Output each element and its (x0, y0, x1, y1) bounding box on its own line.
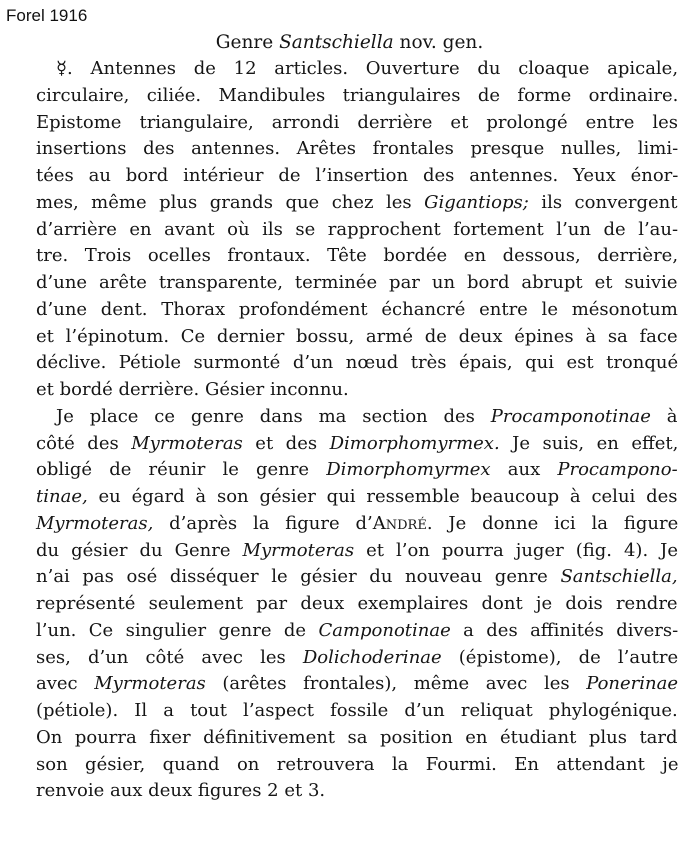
text-line (36, 377, 349, 403)
title-prefix: Genre (215, 32, 274, 53)
text-run: aux (490, 459, 558, 481)
text-run: André (372, 512, 427, 534)
italic-taxon: Myrmoteras, (36, 512, 154, 534)
text-run: représenté seulement par deux exemplaires dont je dois rendre (36, 593, 678, 614)
text-line (36, 350, 678, 376)
text-run: Je place ce genre dans ma section des (56, 405, 491, 427)
text-run: l’un. Ce singulier genre de (36, 619, 319, 641)
text-run: d’arrière en avant où ils se rapprochent fortement l’un de l’au- (36, 218, 679, 240)
text-line (36, 538, 678, 564)
italic-taxon: Santschiella, (560, 566, 678, 588)
text-line (36, 671, 678, 697)
italic-taxon: Dolichoderinae (302, 646, 442, 668)
text-run: n’ai pas osé disséquer le gésier du nouveau genre (36, 566, 561, 588)
text-run: On pourra fixer définitivement sa position en étudiant plus tard (36, 726, 678, 748)
header-label: Forel 1916 (6, 6, 88, 25)
title-genus: Santschiella (279, 32, 394, 53)
text-line (36, 698, 678, 724)
text-line (36, 243, 678, 269)
text-line (36, 136, 678, 162)
italic-taxon: Gigantiops; (424, 191, 529, 213)
italic-taxon: Dimorphomyrmex. (329, 432, 500, 454)
text-run: . Je donne ici la figure (426, 512, 679, 534)
text-run: à (650, 405, 678, 427)
text-line (36, 457, 678, 483)
text-line (36, 297, 678, 323)
text-run: obligé de réunir le genre (36, 459, 327, 481)
italic-taxon: Myrmoteras (94, 673, 206, 695)
text-line (36, 564, 678, 590)
text-run: avec (36, 673, 95, 695)
text-run: et l’on pourra juger (fig. 4). Je (354, 539, 679, 561)
text-line (36, 110, 678, 136)
text-line (36, 725, 678, 751)
text-run: d’après la figure d’ (153, 512, 373, 534)
text-line (36, 163, 678, 189)
text-run: et bordé derrière. Gésier inconnu. (36, 379, 349, 400)
text-run: son gésier, quand on retrouvera la Fourmi. En attendant je (36, 753, 679, 775)
text-line (36, 270, 678, 296)
text-line (36, 190, 678, 216)
text-line (56, 404, 678, 430)
text-run: a des affinités divers- (450, 619, 679, 641)
text-run: et des (242, 432, 330, 454)
italic-taxon: Myrmoteras (131, 432, 243, 454)
text-line (36, 591, 678, 617)
text-run: (pétiole). Il a tout l’aspect fossile d’un reliquat phylogénique. (36, 700, 678, 721)
text-run: ils convergent (528, 191, 678, 213)
text-line (36, 752, 678, 778)
italic-taxon: Procamponotinae (490, 405, 651, 427)
text-run: tées au bord intérieur de l’insertion des antennes. Yeux énor- (36, 165, 679, 186)
text-run: et l’épinotum. Ce dernier bossu, armé de deux épines à sa face (36, 325, 678, 347)
text-line (36, 217, 678, 243)
text-run: ☿. Antennes de 12 articles. Ouverture du cloaque apicale, (56, 58, 679, 79)
text-run: tre. Trois ocelles frontaux. Tête bordée en dessous, derrière, (36, 245, 679, 267)
text-line (36, 324, 678, 350)
text-run: du gésier du Genre (36, 539, 243, 561)
text-line (36, 645, 678, 671)
text-run: renvoie aux deux figures 2 et 3. (36, 780, 326, 802)
text-run: Epistome triangulaire, arrondi derrière et prolongé entre les (36, 111, 679, 133)
text-line (36, 83, 678, 109)
text-run: eu égard à son gésier qui ressemble beaucoup à celui des (87, 486, 678, 507)
text-line (36, 618, 678, 644)
text-run: (arêtes frontales), même avec les (205, 673, 587, 695)
title-suffix: nov. gen. (399, 32, 484, 53)
text-line (36, 431, 678, 457)
text-line (36, 778, 325, 804)
text-line (56, 56, 678, 82)
text-run: d’une arête transparente, terminée par un bord abrupt et suivie (36, 272, 678, 293)
italic-taxon: Myrmoteras (242, 539, 355, 561)
italic-taxon: Procampono- (557, 459, 678, 481)
text-run: (épistome), de l’autre (441, 646, 679, 668)
page-title (0, 32, 699, 53)
text-run: déclive. Pétiole surmonté d’un nœud très épais, qui est tronqué (36, 352, 679, 374)
text-run: Je suis, en effet, (499, 432, 679, 454)
text-run: mes, même plus grands que chez les (36, 191, 425, 213)
italic-taxon: Ponerinae (586, 673, 678, 695)
text-run: insertions des antennes. Arêtes frontales presque nulles, limi- (36, 138, 679, 160)
text-run: côté des (36, 432, 132, 454)
text-line (36, 484, 678, 510)
italic-taxon: Camponotinae (318, 619, 451, 641)
text-run: ses, d’un côté avec les (36, 646, 303, 668)
italic-taxon: tinae, (36, 486, 88, 507)
italic-taxon: Dimorphomyrmex (326, 459, 491, 481)
text-run: d’une dent. Thorax profondément échancré entre le mésonotum (36, 298, 678, 320)
text-run: circulaire, ciliée. Mandibules triangulaires de forme ordinaire. (36, 84, 679, 106)
text-line (36, 511, 678, 537)
